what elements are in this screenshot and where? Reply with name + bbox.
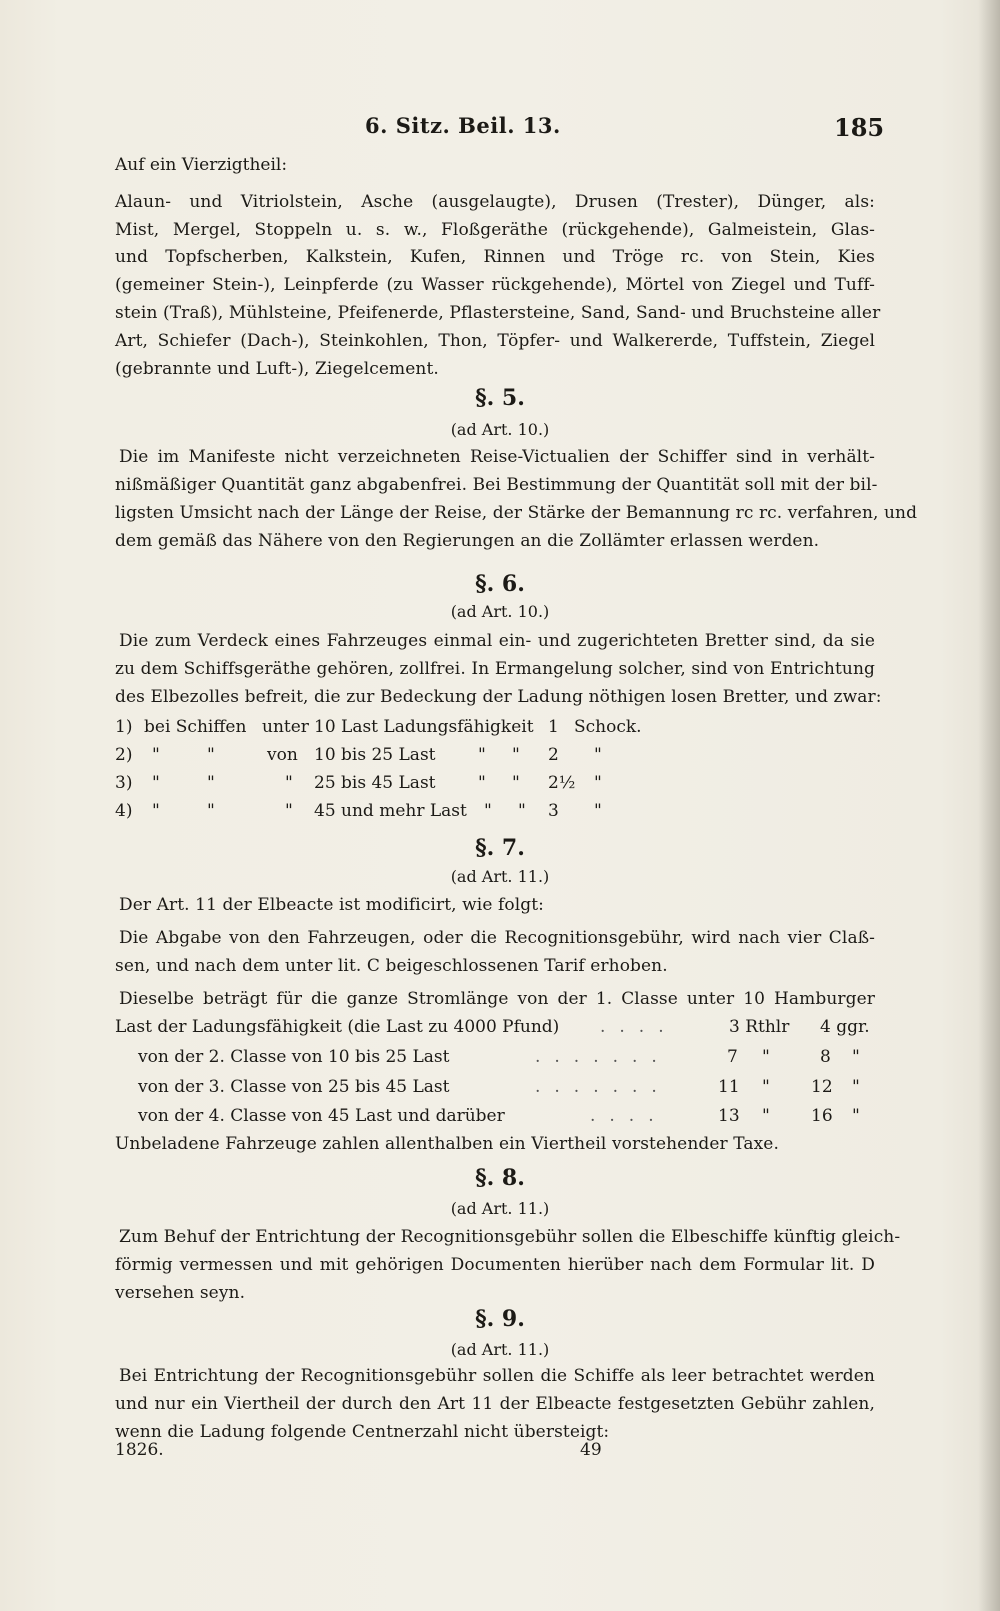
tariff-rthlr: 3 Rthlr bbox=[729, 1017, 790, 1037]
running-header: 6. Sitz. Beil. 13. bbox=[365, 113, 561, 138]
footer-signature: 49 bbox=[580, 1440, 602, 1460]
row-qty: 2½ bbox=[548, 773, 576, 793]
article-reference: (ad Art. 11.) bbox=[450, 1340, 550, 1359]
row-number: 4) bbox=[115, 801, 133, 821]
text-line: Der Art. 11 der Elbeacte ist modificirt, wie folgt: bbox=[119, 895, 544, 915]
text-line: Dieselbe beträgt für die ganze Stromlänge von der 1. Classe unter 10 Hamburger bbox=[119, 989, 875, 1009]
row-cell: unter bbox=[262, 717, 309, 737]
text-line: des Elbezolles befreit, die zur Bedeckung der Ladung nöthigen losen Bretter, und zwar: bbox=[115, 687, 882, 707]
section-heading: §. 5. bbox=[475, 385, 525, 411]
text-line: und Topfscherben, Kalkstein, Kufen, Rinnen und Tröge rc. von Stein, Kies bbox=[115, 247, 875, 267]
text-line: und nur ein Viertheil der durch den Art 11 der Elbeacte festgesetzten Gebühr zahlen, bbox=[115, 1394, 875, 1414]
ditto-mark: " bbox=[762, 1047, 770, 1067]
row-number: 2) bbox=[115, 745, 133, 765]
row-range: 10 bis 25 Last bbox=[314, 745, 436, 765]
ditto-mark: " bbox=[762, 1106, 770, 1126]
text-line: Die zum Verdeck eines Fahrzeuges einmal ein- und zugerichteten Bretter sind, da sie bbox=[119, 631, 875, 651]
leader-dots: ....... bbox=[535, 1077, 671, 1097]
tariff-rthlr: 13 bbox=[718, 1106, 740, 1126]
leader-dots: .... bbox=[590, 1106, 668, 1126]
article-reference: (ad Art. 11.) bbox=[450, 867, 550, 886]
ditto-mark: " bbox=[852, 1077, 860, 1097]
section-heading: §. 9. bbox=[475, 1306, 525, 1332]
tariff-ggr: 4 ggr. bbox=[820, 1017, 870, 1037]
text-line: versehen seyn. bbox=[115, 1283, 246, 1303]
tariff-label: Last der Ladungsfähigkeit (die Last zu 4000 Pfund) bbox=[115, 1017, 560, 1037]
text-line: Die Abgabe von den Fahrzeugen, oder die Recognitionsgebühr, wird nach vier Claß- bbox=[119, 928, 875, 948]
ditto-mark: " bbox=[152, 773, 160, 793]
text-line: Alaun- und Vitriolstein, Asche (ausgelaugte), Drusen (Trester), Dünger, als: bbox=[115, 192, 875, 212]
footer-year: 1826. bbox=[115, 1440, 164, 1460]
ditto-mark: " bbox=[484, 801, 492, 821]
tariff-label: von der 2. Classe von 10 bis 25 Last bbox=[138, 1047, 450, 1067]
text-line: Mist, Mergel, Stoppeln u. s. w., Floßgeräthe (rückgehende), Galmeistein, Glas- bbox=[115, 220, 875, 240]
ditto-mark: " bbox=[207, 801, 215, 821]
text-line: Art, Schiefer (Dach-), Steinkohlen, Thon, Töpfer- und Walkererde, Tuffstein, Ziegel bbox=[115, 331, 875, 351]
text-line: (gebrannte und Luft-), Ziegelcement. bbox=[115, 359, 439, 379]
row-cell: bei Schiffen bbox=[144, 717, 247, 737]
text-line: Bei Entrichtung der Recognitionsgebühr sollen die Schiffe als leer betrachtet werden bbox=[119, 1366, 875, 1386]
tariff-label: von der 4. Classe von 45 Last und darüber bbox=[138, 1106, 505, 1126]
article-reference: (ad Art. 11.) bbox=[450, 1199, 550, 1218]
article-reference: (ad Art. 10.) bbox=[450, 420, 550, 439]
tariff-rthlr: 7 bbox=[727, 1047, 738, 1067]
text-line: stein (Traß), Mühlsteine, Pfeifenerde, Pflastersteine, Sand, Sand- und Bruchsteine aller bbox=[115, 303, 881, 323]
tariff-ggr: 12 bbox=[811, 1077, 833, 1097]
ditto-mark: " bbox=[152, 745, 160, 765]
text-line: wenn die Ladung folgende Centnerzahl nicht übersteigt: bbox=[115, 1422, 610, 1442]
section-heading: §. 7. bbox=[475, 835, 525, 861]
tariff-ggr: 8 bbox=[820, 1047, 831, 1067]
ditto-mark: " bbox=[152, 801, 160, 821]
ditto-mark: " bbox=[594, 745, 602, 765]
ditto-mark: " bbox=[518, 801, 526, 821]
row-qty: 1 bbox=[548, 717, 559, 737]
section-heading: §. 6. bbox=[475, 571, 525, 597]
article-reference: (ad Art. 10.) bbox=[450, 602, 550, 621]
ditto-mark: " bbox=[207, 745, 215, 765]
text-line: nißmäßiger Quantität ganz abgabenfrei. Bei Bestimmung der Quantität soll mit der bil- bbox=[115, 475, 878, 495]
row-number: 1) bbox=[115, 717, 133, 737]
row-range: 10 Last Ladungsfähigkeit bbox=[314, 717, 534, 737]
ditto-mark: " bbox=[852, 1047, 860, 1067]
text-line: Unbeladene Fahrzeuge zahlen allenthalben ein Viertheil vorstehender Taxe. bbox=[115, 1134, 779, 1154]
leader-dots: .... bbox=[600, 1017, 678, 1037]
row-cell: von bbox=[267, 745, 298, 765]
tariff-label: von der 3. Classe von 25 bis 45 Last bbox=[138, 1077, 450, 1097]
text-line: Zum Behuf der Entrichtung der Recognitionsgebühr sollen die Elbeschiffe künftig gleich- bbox=[119, 1227, 901, 1247]
row-unit: Schock. bbox=[574, 717, 642, 737]
text-line: (gemeiner Stein-), Leinpferde (zu Wasser rückgehende), Mörtel von Ziegel und Tuff- bbox=[115, 275, 875, 295]
ditto-mark: " bbox=[512, 745, 520, 765]
ditto-mark: " bbox=[478, 773, 486, 793]
text-line: ligsten Umsicht nach der Länge der Reise, der Stärke der Bemannung rc rc. verfahren, und bbox=[115, 503, 918, 523]
page-number: 185 bbox=[834, 113, 885, 142]
row-range: 25 bis 45 Last bbox=[314, 773, 436, 793]
ditto-mark: " bbox=[285, 773, 293, 793]
row-qty: 3 bbox=[548, 801, 559, 821]
tariff-rthlr: 11 bbox=[718, 1077, 740, 1097]
ditto-mark: " bbox=[478, 745, 486, 765]
ditto-mark: " bbox=[594, 801, 602, 821]
row-range: 45 und mehr Last bbox=[314, 801, 467, 821]
section-heading: §. 8. bbox=[475, 1165, 525, 1191]
text-line: zu dem Schiffsgeräthe gehören, zollfrei. In Ermangelung solcher, sind von Entrichtung bbox=[115, 659, 875, 679]
ditto-mark: " bbox=[512, 773, 520, 793]
leader-dots: ....... bbox=[535, 1047, 671, 1067]
ditto-mark: " bbox=[852, 1106, 860, 1126]
row-qty: 2 bbox=[548, 745, 559, 765]
text-line: dem gemäß das Nähere von den Regierungen an die Zollämter erlassen werden. bbox=[115, 531, 820, 551]
ditto-mark: " bbox=[207, 773, 215, 793]
text-line: Die im Manifeste nicht verzeichneten Reise-Victualien der Schiffer sind in verhält- bbox=[119, 447, 875, 467]
text-line: sen, und nach dem unter lit. C beigeschlossenen Tarif erhoben. bbox=[115, 956, 668, 976]
text-line: förmig vermessen und mit gehörigen Documenten hierüber nach dem Formular lit. D bbox=[115, 1255, 875, 1275]
ditto-mark: " bbox=[594, 773, 602, 793]
section-label: Auf ein Vierzigtheil: bbox=[115, 155, 288, 175]
ditto-mark: " bbox=[762, 1077, 770, 1097]
row-number: 3) bbox=[115, 773, 133, 793]
ditto-mark: " bbox=[285, 801, 293, 821]
tariff-ggr: 16 bbox=[811, 1106, 833, 1126]
